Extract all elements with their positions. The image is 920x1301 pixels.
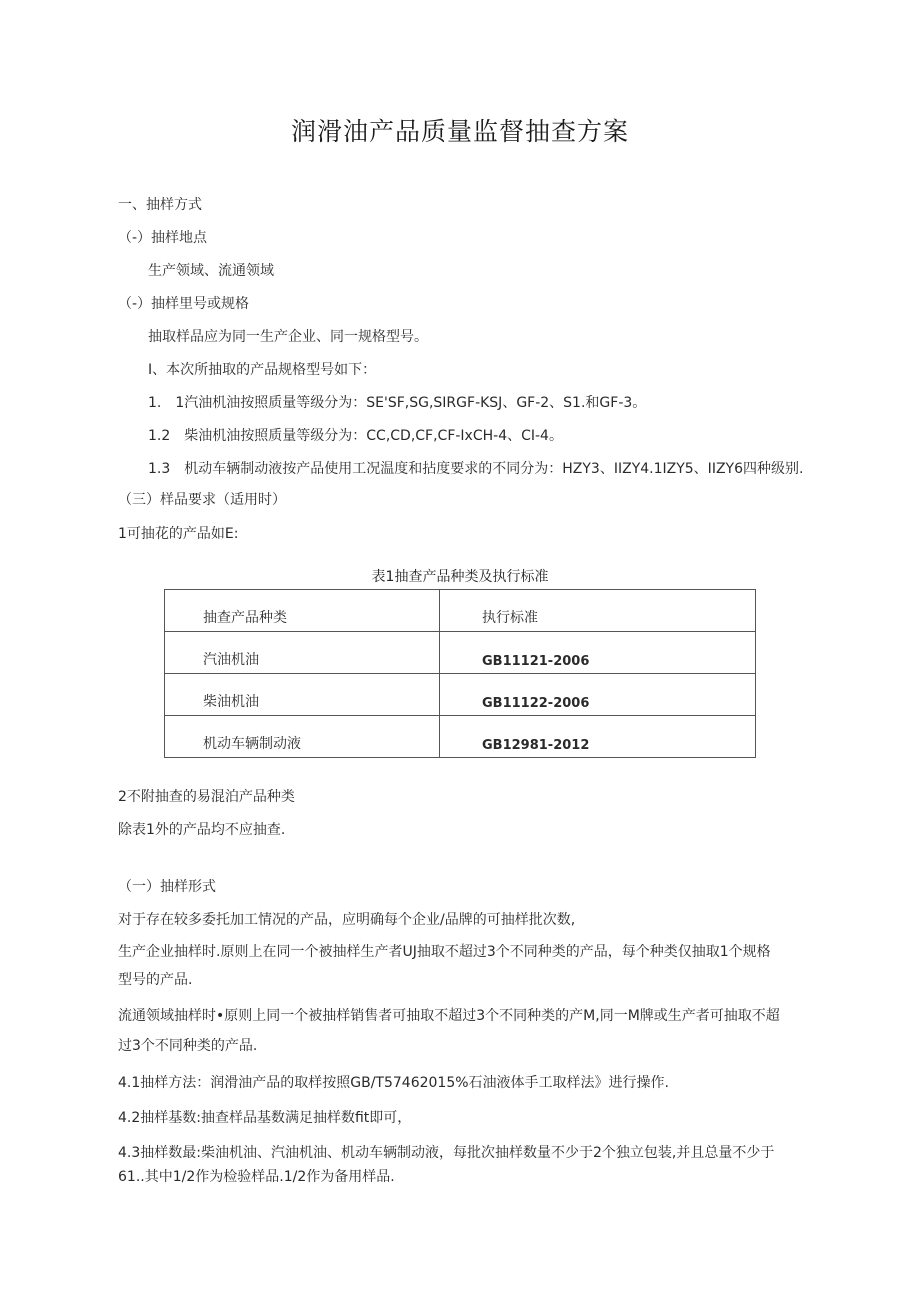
sampling-method-4-1: 4.1抽样方法：润滑油产品的取样按照GB/T57462015%石油液体手工取样法》进行操作. — [118, 1075, 669, 1091]
sampling-location-text: 生产领域、流通领域 — [148, 263, 274, 279]
sampling-quantity-4-3-line-1: 4.3抽样数最:柴油机油、汽油机油、机动车辆制动液，每批次抽样数量不少于2个独立包装,并且总量不少于 — [118, 1145, 775, 1161]
subsection-heading-model-spec: （-）抽样里号或规格 — [118, 296, 250, 312]
sampling-base-4-2: 4.2抽样基数:抽查样品基数满足抽样数fit即可， — [118, 1110, 412, 1126]
spec-item-brake-fluid: 1.3 机动车辆制动液按产品使用工况温度和拈度要求的不同分为：HZY3、IIZY4.1IZY5、IIZY6四种级别. — [148, 461, 804, 477]
table-cell-product: 机动车辆制动液 — [165, 716, 440, 758]
product-standard-table — [164, 589, 756, 758]
excluded-products-heading: 2不附抽查的易混泊产品种类 — [118, 789, 295, 805]
sampling-form-paragraph-2-line-2: 型号的产品. — [118, 972, 193, 988]
spec-list-intro: I、本次所抽取的产品规格型号如下： — [148, 362, 377, 378]
sampling-form-paragraph-3-line-1: 流通领域抽样时•原则上同一个被抽样销售者可抽取不超过3个不同种类的产M,同一M牌或生产者可抽取不超 — [118, 1008, 780, 1024]
spec-item-diesel: 1.2 柴油机油按照质量等级分为：CC,CD,CF,CF-IxCH-4、CI-4。 — [148, 428, 563, 444]
sampling-form-paragraph-1: 对于存在较多委托加工情况的产品，应明确每个企业/品牌的可抽样批次数, — [118, 912, 576, 928]
model-spec-text: 抽取样品应为同一生产企业、同一规格型号。 — [148, 329, 428, 345]
page-title: 润滑油产品质量监督抽查方案 — [290, 117, 629, 146]
table-cell-product: 柴油机油 — [165, 674, 440, 716]
table-caption: 表1抽查产品种类及执行标准 — [371, 569, 549, 585]
sampling-form-paragraph-3-line-2: 过3个不同种类的产品. — [118, 1038, 258, 1054]
table-header-cell: 执行标准 — [440, 590, 756, 632]
section-heading-sampling-method: 一、抽样方式 — [118, 197, 202, 213]
subsection-heading-sample-requirements: （三）样品要求（适用时） — [118, 492, 286, 508]
table-cell-standard: GB11121-2006 — [440, 632, 756, 674]
spec-item-gasoline: 1. 1汽油机油按照质量等级分为：SE'SF,SG,SIRGF-KSJ、GF-2、S1.和GF-3。 — [148, 395, 647, 411]
table-row — [165, 632, 756, 674]
excluded-products-text: 除表1外的产品均不应抽查. — [118, 822, 286, 838]
table-header-row — [165, 590, 756, 632]
sampling-quantity-4-3-line-2: 61..其中1/2作为检验样品.1/2作为备用样品. — [118, 1169, 395, 1185]
table-header-cell: 抽查产品种类 — [165, 590, 440, 632]
sampleable-products-intro: 1可抽花的产品如E: — [118, 526, 239, 542]
sampling-form-paragraph-2-line-1: 生产企业抽样时.原则上在同一个被抽样生产者UJ抽取不超过3个不同种类的产品，每个种类仅抽取1个规格 — [118, 944, 771, 960]
subsection-heading-sampling-form: （一）抽样形式 — [118, 879, 216, 895]
table-cell-standard: GB12981-2012 — [440, 716, 756, 758]
table-cell-standard: GB11122-2006 — [440, 674, 756, 716]
table-row — [165, 674, 756, 716]
table-cell-product: 汽油机油 — [165, 632, 440, 674]
table-row — [165, 716, 756, 758]
subsection-heading-sampling-location: （-）抽样地点 — [118, 230, 208, 246]
